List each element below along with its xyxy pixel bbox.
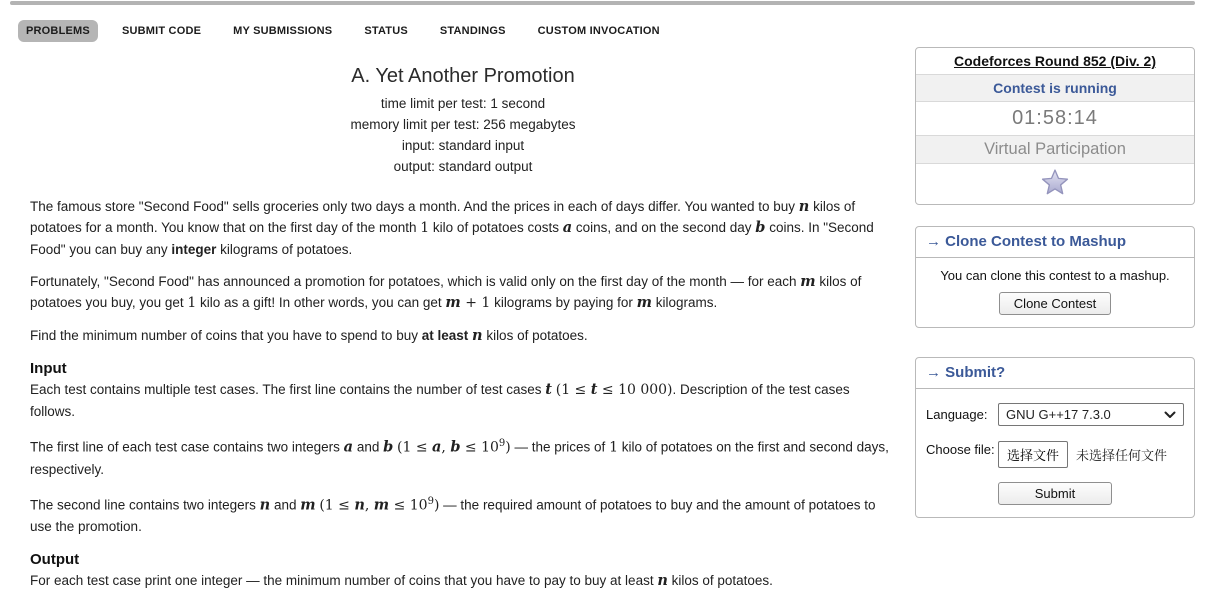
input-section-header: Input: [30, 360, 67, 377]
tab-status[interactable]: STATUS: [364, 25, 408, 37]
statement-paragraph: Fortunately, "Second Food" has announced a promotion for potatoes, which is valid only on the first day of the month — for each m kilos of potatoes you buy, you get 1 kilo as a gift! In other words, you can get m + 1 kilograms by paying for m kilograms.: [30, 273, 862, 311]
math-text: t: [590, 381, 598, 398]
file-status-text: 未选择任何文件: [1076, 448, 1168, 463]
tab-submit-code[interactable]: SUBMIT CODE: [121, 25, 202, 37]
chevron-down-icon: [1164, 411, 1176, 419]
tab-problems[interactable]: PROBLEMS: [18, 20, 98, 42]
submit-form: [916, 389, 1194, 517]
math-text: ≤ 10 000): [597, 382, 673, 398]
submit-button[interactable]: Submit: [998, 482, 1112, 505]
choose-file-label: Choose file:: [926, 442, 995, 457]
math-text: n: [798, 198, 810, 215]
submit-box: [915, 357, 1195, 518]
math-text: (1 ≤: [319, 497, 355, 513]
math-text: m: [636, 294, 652, 311]
math-text: (1 ≤: [555, 382, 591, 398]
sidebar: [915, 47, 1195, 518]
math-text: (1 ≤: [397, 439, 433, 456]
memory-limit: memory limit per test: 256 megabytes: [350, 117, 576, 132]
language-label: Language:: [926, 407, 988, 422]
clone-box-header: → Clone Contest to Mashup: [916, 227, 1194, 258]
math-text: 1: [187, 295, 197, 311]
favorite-star-row: [916, 163, 1194, 204]
math-text: + 1: [460, 295, 491, 311]
problem-statement: [30, 64, 896, 602]
output-spec: output: standard output: [393, 159, 533, 174]
choose-file-button[interactable]: 选择文件: [998, 441, 1068, 468]
math-text: a: [343, 438, 354, 456]
math-text: ): [505, 439, 511, 456]
language-row: [926, 403, 1184, 426]
statement-body: [30, 196, 896, 591]
bold-text: at least: [421, 328, 469, 343]
input-paragraph: The first line of each test case contains two integers a and b (1 ≤ a, $b \le 10^9$) — the prices of 1 kilo of potatoes on the first and second days, respectively.: [30, 438, 889, 477]
clone-contest-box: [915, 226, 1195, 328]
math-text: ): [433, 497, 440, 513]
math-text: m: [445, 294, 461, 311]
problem-meta: [30, 93, 896, 177]
math-text: ≤ 10: [389, 497, 428, 513]
contest-countdown: 01:58:14: [916, 101, 1194, 135]
tab-standings[interactable]: STANDINGS: [439, 25, 506, 37]
time-limit: time limit per test: 1 second: [380, 96, 546, 111]
math-text: 1: [609, 439, 618, 456]
contest-link[interactable]: Codeforces Round 852 (Div. 2): [953, 53, 1156, 69]
language-selected-value: GNU G++17 7.3.0: [1006, 407, 1111, 422]
math-text: n: [259, 496, 271, 513]
contest-status-box: [915, 47, 1195, 205]
tab-custom-invocation[interactable]: CUSTOM INVOCATION: [537, 25, 660, 37]
math-text: ≤ 10: [460, 439, 499, 456]
output-paragraph: For each test case print one integer — the minimum number of coins that you have to pay to buy at least n kilos of potatoes.: [30, 572, 773, 589]
submit-button-row: [926, 482, 1184, 505]
input-paragraph: The second line contains two integers n and m (1 ≤ n, $m \le 10^9$) — the required amount of potatoes to buy and the amount of potatoes to use the promotion.: [30, 495, 876, 534]
clone-description: You can clone this contest to a mashup.: [940, 268, 1170, 283]
math-text: m: [300, 496, 316, 513]
math-text: ,: [441, 439, 451, 456]
math-text: n: [657, 572, 668, 589]
top-divider: [10, 1, 1195, 5]
math-text: m: [800, 273, 816, 290]
math-text: b: [450, 438, 461, 456]
statement-paragraph: Find the minimum number of coins that you have to spend to buy at least n kilos of potatoes.: [30, 327, 588, 344]
math-text: b: [755, 219, 766, 236]
submit-box-header: → Submit?: [916, 358, 1194, 389]
file-row: [926, 438, 1184, 468]
bold-text: integer: [171, 242, 217, 257]
contest-title-row: [916, 48, 1194, 74]
input-paragraph: Each test contains multiple test cases. The first line contains the number of test cases t (1 ≤ t ≤ 10 000). Description of the test cases follows.: [30, 381, 850, 419]
clone-contest-button[interactable]: Clone Contest: [999, 292, 1111, 315]
math-text: 1: [420, 220, 430, 236]
math-text: b: [383, 438, 394, 456]
math-text: t: [545, 381, 552, 398]
contest-status: Contest is running: [916, 74, 1194, 101]
math-text: n: [472, 327, 483, 344]
input-spec: input: standard input: [401, 138, 525, 153]
file-input: [998, 438, 1167, 468]
math-text: ,: [364, 497, 374, 513]
math-text: m: [373, 496, 390, 513]
math-text: a: [562, 219, 573, 236]
statement-paragraph: The famous store "Second Food" sells groceries only two days a month. And the prices in each of days differ. You wanted to buy n kilos of potatoes for a month. You know that on the first day of the month 1 kilo of potatoes costs a coins, and on the second day b coins. In "Second Food" you can buy any integer kilograms of potatoes.: [30, 198, 874, 257]
math-text: n: [354, 496, 365, 513]
clone-box-body: [916, 258, 1194, 327]
tab-my-submissions[interactable]: MY SUBMISSIONS: [233, 25, 333, 37]
output-section-header: Output: [30, 551, 80, 568]
favorite-star-icon[interactable]: [1041, 169, 1069, 195]
language-select[interactable]: [998, 403, 1184, 426]
tab-bar: [18, 20, 668, 42]
participation-mode: Virtual Participation: [916, 135, 1194, 163]
math-text: a: [432, 438, 442, 456]
problem-title: A. Yet Another Promotion: [351, 65, 575, 87]
